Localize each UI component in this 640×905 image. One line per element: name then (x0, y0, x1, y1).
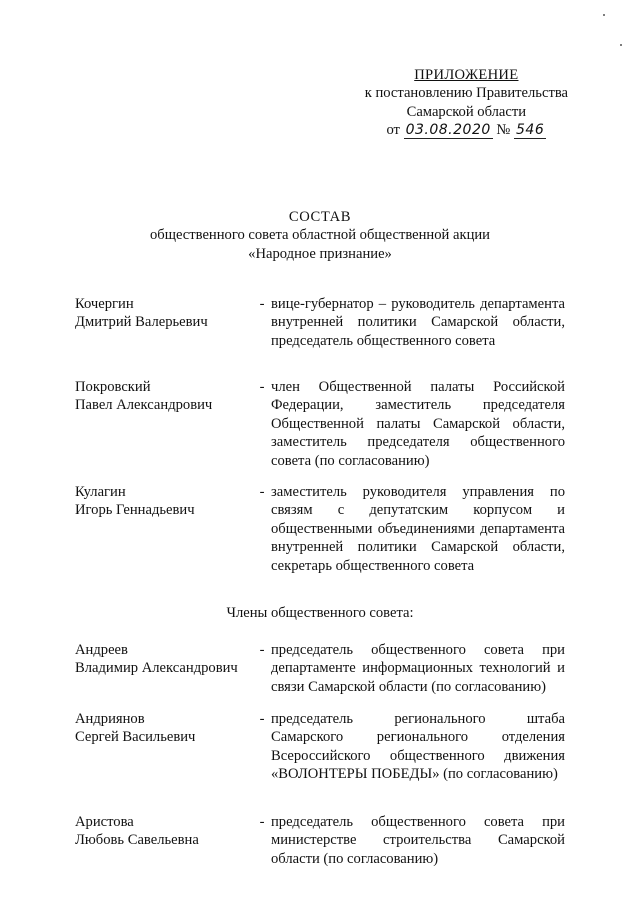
dash-separator: - (259, 642, 265, 658)
dash-separator: - (259, 711, 265, 727)
member-surname: Аристова (75, 814, 134, 830)
member-surname: Покровский (75, 379, 151, 395)
member-surname: Кулагин (75, 484, 126, 500)
decree-date: 03.08.2020 (405, 122, 491, 139)
member-name (75, 641, 255, 678)
scan-speck (603, 14, 605, 16)
member-name (75, 295, 255, 332)
member-name (75, 378, 255, 415)
member-given-name: Павел Александрович (75, 397, 213, 414)
document-title (0, 208, 640, 263)
number-label: № (496, 122, 511, 139)
member-name (75, 483, 255, 520)
scan-speck (620, 44, 622, 46)
member-given-name: Дмитрий Валерьевич (75, 314, 208, 331)
from-label: от (386, 122, 400, 139)
member-given-name: Сергей Васильевич (75, 729, 196, 746)
title-line-1: СОСТАВ (288, 209, 352, 225)
appendix-heading: ПРИЛОЖЕНИЕ (414, 67, 519, 83)
appendix-block (365, 66, 568, 140)
member-name (75, 813, 255, 850)
dash-separator: - (259, 484, 265, 500)
title-line-2: общественного совета областной общественной акции (149, 227, 490, 244)
dash-separator: - (259, 296, 265, 312)
member-role: вице-губернатор – руководитель департамента внутренней политики Самарской области, председатель общественного совета (271, 296, 565, 349)
appendix-reference (365, 121, 568, 139)
members-heading: Члены общественного совета: (226, 605, 414, 621)
member-role: председатель общественного совета при министерстве строительства Самарской области (по согласованию) (271, 814, 565, 867)
member-role: заместитель руководителя управления по связям с депутатским корпусом и общественными объединениями департамента внутренней политики Самарской области, секретарь общественного совета (271, 484, 565, 574)
member-given-name: Любовь Савельевна (75, 832, 199, 849)
member-role: председатель общественного совета при департаменте информационных технологий и связи Самарской области (по согласованию) (271, 642, 565, 695)
member-role: председатель регионального штаба Самарского регионального отделения Всероссийского общественного движения «ВОЛОНТЕРЫ ПОБЕДЫ» (по согласованию) (271, 711, 565, 783)
dash-separator: - (259, 379, 265, 395)
member-given-name: Владимир Александрович (75, 660, 238, 677)
appendix-line-1: к постановлению Правительства (364, 85, 568, 102)
decree-number: 546 (516, 122, 545, 139)
title-line-3: «Народное признание» (248, 245, 392, 262)
member-surname: Андриянов (75, 711, 145, 727)
appendix-line-2: Самарской области (406, 103, 527, 120)
dash-separator: - (259, 814, 265, 830)
member-surname: Кочергин (75, 296, 134, 312)
member-surname: Андреев (75, 642, 128, 658)
member-name (75, 710, 255, 747)
member-given-name: Игорь Геннадьевич (75, 502, 195, 519)
member-role: член Общественной палаты Российской Федерации, заместитель председателя Общественной палаты Самарской области, заместитель председателя общественного совета (по согласованию) (271, 379, 565, 469)
